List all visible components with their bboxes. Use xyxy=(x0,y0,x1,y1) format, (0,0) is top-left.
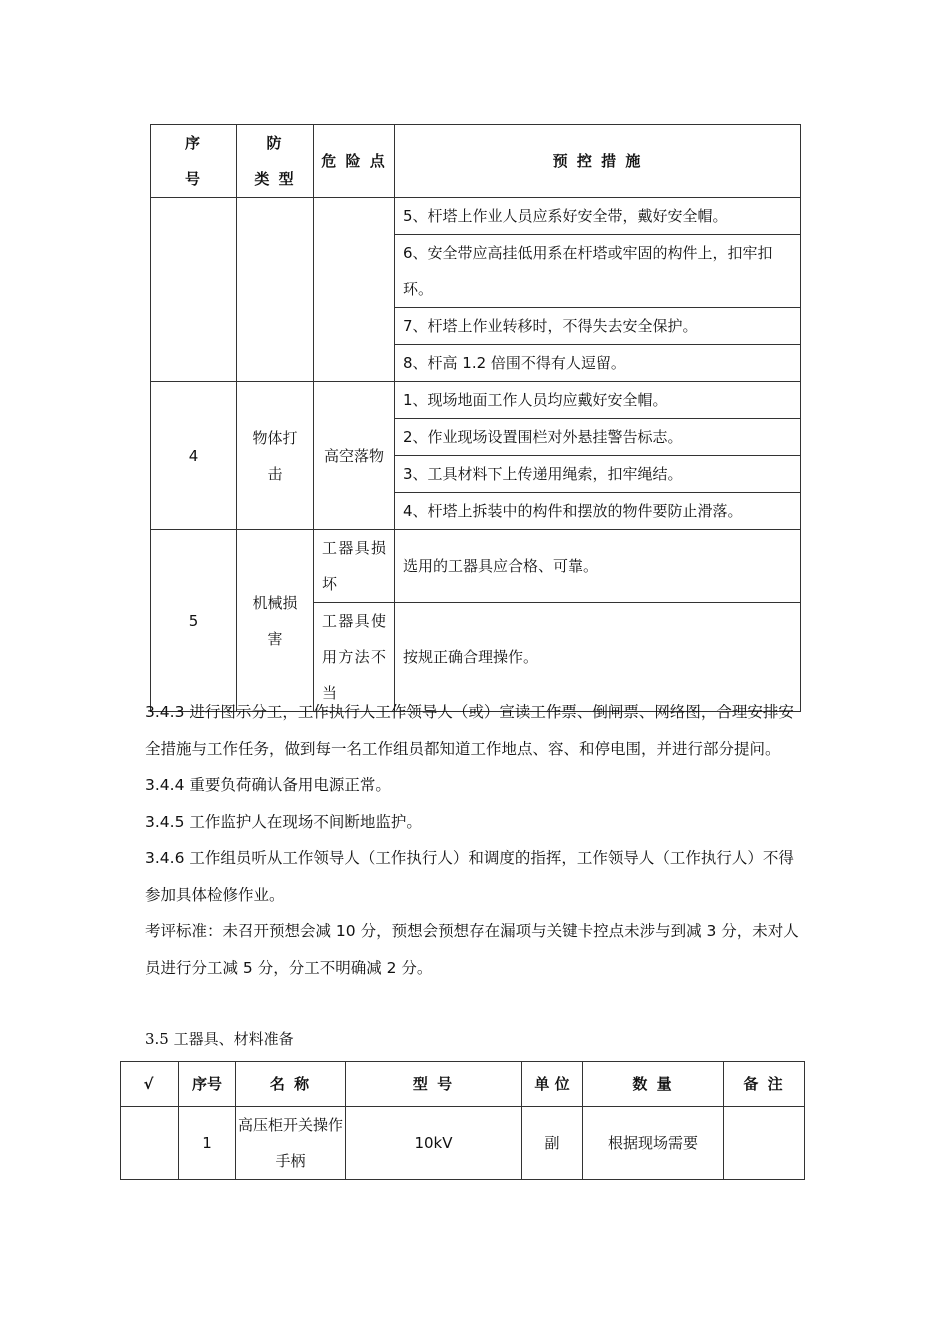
table-row xyxy=(151,382,801,419)
measure-cell: 按规正确合理操作。 xyxy=(395,603,801,712)
risk-table-header xyxy=(151,125,801,198)
measure-cell: 1、现场地面工作人员均应戴好安全帽。 xyxy=(395,382,801,419)
row-number: 5 xyxy=(151,530,237,712)
measure-cell: 4、杆塔上拆装中的构件和摆放的物件要防止滑落。 xyxy=(395,493,801,530)
measure-cell: 5、杆塔上作业人员应系好安全带，戴好安全帽。 xyxy=(395,198,801,235)
measure-cell: 6、安全带应高挂低用系在杆塔或牢固的构件上，扣牢扣环。 xyxy=(395,235,801,308)
header-remark: 备 注 xyxy=(724,1062,805,1107)
hazard-point: 工器具损坏 xyxy=(314,530,395,603)
cell-qty: 根据现场需要 xyxy=(583,1107,724,1180)
measure-cell: 7、杆塔上作业转移时，不得失去安全保护。 xyxy=(395,308,801,345)
table-row xyxy=(121,1107,805,1180)
paragraph-3-4-6: 3.4.6 工作组员听从工作领导人（工作执行人）和调度的指挥，工作领导人（工作执行人）不得参加具体检修作业。 xyxy=(145,849,794,904)
cell-unit: 副 xyxy=(522,1107,583,1180)
paragraph-3-4-3: 3.4.3 进行图示分工，工作执行人工作领导人（或）宣读工作票、倒闸票、网络图，合理安排安全措施与工作任务，做到每一名工作组员都知道工作地点、容、和停电围，并进行部分提问。 xyxy=(145,703,794,758)
row-number: 4 xyxy=(151,382,237,530)
tools-materials-table xyxy=(120,1061,805,1180)
hazard-point: 工器具使用方法不当 xyxy=(314,603,395,712)
header-unit: 单 位 xyxy=(522,1062,583,1107)
header-hazard: 危 险 点 xyxy=(314,125,395,198)
header-qty: 数 量 xyxy=(583,1062,724,1107)
section-heading-3-5: 3.5 工器具、材料准备 xyxy=(145,1030,294,1048)
risk-control-table xyxy=(150,124,801,712)
cell-no: 1 xyxy=(179,1107,236,1180)
header-measures: 预 控 措 施 xyxy=(395,125,801,198)
cell-model: 10kV xyxy=(346,1107,522,1180)
hazard-point: 高空落物 xyxy=(314,382,395,530)
hazard-type: 物体打击 xyxy=(237,382,314,530)
cell-remark xyxy=(724,1107,805,1180)
cell-check xyxy=(121,1107,179,1180)
empty-cell xyxy=(151,198,237,382)
header-no-line1: 序 xyxy=(184,134,202,152)
header-no: 序号 xyxy=(179,1062,236,1107)
tools-table-header xyxy=(121,1062,805,1107)
hazard-type: 机械损害 xyxy=(237,530,314,712)
header-name: 名 称 xyxy=(236,1062,346,1107)
table-row xyxy=(151,530,801,603)
header-type xyxy=(237,125,314,198)
header-model: 型 号 xyxy=(346,1062,522,1107)
header-type-line1: 防 xyxy=(266,134,284,152)
header-no xyxy=(151,125,237,198)
table-row xyxy=(151,198,801,235)
cell-name: 高压柜开关操作手柄 xyxy=(236,1107,346,1180)
empty-cell xyxy=(237,198,314,382)
paragraph-3-4-5: 3.4.5 工作监护人在现场不间断地监护。 xyxy=(145,812,422,831)
measure-cell: 选用的工器具应合格、可靠。 xyxy=(395,530,801,603)
measure-cell: 3、工具材料下上传递用绳索，扣牢绳结。 xyxy=(395,456,801,493)
header-check: √ xyxy=(121,1062,179,1107)
measure-cell: 2、作业现场设置围栏对外悬挂警告标志。 xyxy=(395,419,801,456)
empty-cell xyxy=(314,198,395,382)
procedure-paragraphs xyxy=(145,694,807,986)
measure-cell: 8、杆高 1.2 倍围不得有人逗留。 xyxy=(395,345,801,382)
evaluation-criteria: 考评标准：未召开预想会减 10 分，预想会预想存在漏项与关键卡控点未涉与到减 3 分，未对人员进行分工减 5 分，分工不明确减 2 分。 xyxy=(145,922,799,977)
paragraph-3-4-4: 3.4.4 重要负荷确认备用电源正常。 xyxy=(145,776,391,794)
header-type-line2: 类 型 xyxy=(254,170,296,188)
header-no-line2: 号 xyxy=(184,170,202,188)
